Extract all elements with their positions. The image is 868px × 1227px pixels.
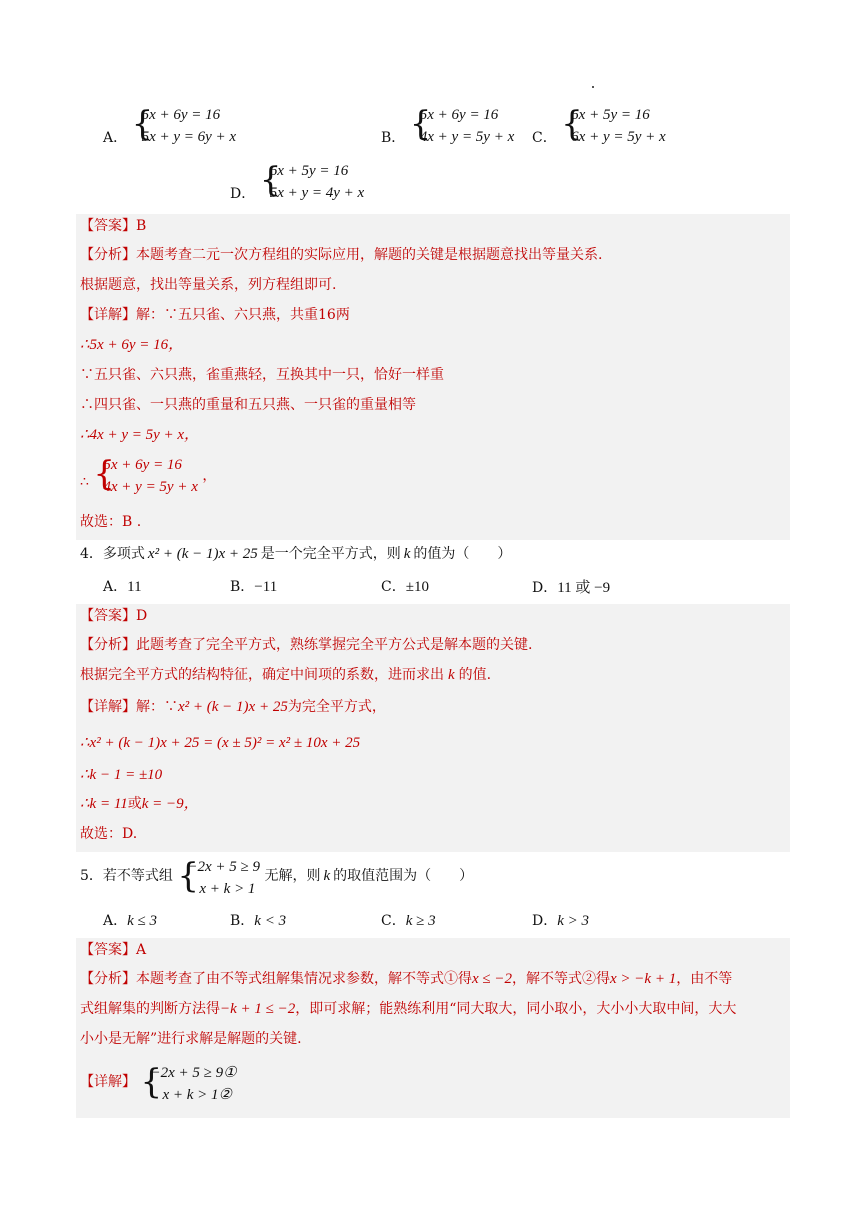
- q3-analysis: 本题考查二元一次方程组的实际应用，解题的关键是根据题意找出等量关系.: [136, 247, 603, 263]
- corner-dot: [592, 86, 594, 88]
- q5-analysis-1-a: 本题考查了由不等式组解集情况求参数，解不等式①得: [136, 971, 472, 987]
- analysis-tag: 【分析】: [80, 247, 136, 263]
- q3-solution-system: [93, 454, 198, 498]
- q4-detail-1-b: 为完全平方式，: [287, 699, 386, 715]
- q5-detail-eq1: −2x + 5 ≥ 9①: [150, 1065, 237, 1081]
- q4-option-label: C．: [381, 579, 406, 595]
- q5-option-value: k > 3: [557, 913, 590, 929]
- brace-icon: {: [93, 454, 116, 494]
- q4-stem-mid: 是一个完全平方式，则: [260, 546, 401, 562]
- q5-analysis-1-m1: x ≤ −2: [472, 971, 513, 987]
- q4-detail-4-mid: 或: [127, 796, 142, 812]
- q5-stem-system: [177, 856, 260, 900]
- answer-tag: 【答案】: [80, 942, 136, 958]
- q5-answer-line: [80, 940, 146, 960]
- q3-option-a-label: A．: [103, 130, 128, 146]
- q5-detail-system: [140, 1062, 236, 1106]
- q5-option-label: C．: [381, 913, 406, 929]
- q3-detail-2: ∴5x + 6y = 16，: [80, 337, 184, 353]
- q5-answer: A: [136, 942, 147, 958]
- q3-option-d-system: [260, 160, 365, 204]
- q3-sys-eq1: 5x + 6y = 16: [103, 457, 182, 473]
- q4-stem-prefix: 4．多项式: [80, 546, 145, 562]
- q3-option-d-eq1: 6x + 5y = 16: [269, 163, 349, 179]
- q3-option-c-system: [561, 104, 666, 148]
- q4-option-label: A．: [103, 579, 128, 595]
- q5-stem-suffix: 的取值范围为（ ）: [333, 868, 474, 884]
- q5-analysis-line-1: [80, 969, 732, 989]
- q3-analysis-2: 根据题意，找出等量关系，列方程组即可.: [80, 277, 337, 293]
- q3-option-a-eq2: 5x + y = 6y + x: [141, 129, 237, 145]
- q4-detail-1-a: 解：∵: [136, 699, 178, 715]
- q5-option-c[interactable]: [381, 910, 436, 930]
- q4-option-c[interactable]: [381, 576, 429, 596]
- q5-option-value: k ≤ 3: [127, 913, 158, 929]
- q3-option-c-label: C．: [532, 130, 557, 146]
- q4-option-label: B．: [230, 579, 255, 595]
- q3-detail-line: [80, 305, 350, 325]
- q4-option-value: 11 或 −9: [557, 580, 611, 596]
- q4-detail-2: ∴x² + (k − 1)x + 25 = (x ± 5)² = x² ± 10x + 25: [80, 735, 361, 751]
- q5-stem: [80, 856, 473, 900]
- brace-icon: {: [561, 104, 583, 144]
- q5-option-d[interactable]: [532, 910, 589, 930]
- q5-stem-prefix: 5．若不等式组: [80, 868, 173, 884]
- q3-option-d-eq2: 5x + y = 4y + x: [269, 185, 365, 201]
- q5-analysis-line-3: 小小是无解”进行求解是解题的关键.: [80, 1031, 302, 1047]
- q5-detail-line: [80, 1062, 237, 1106]
- q4-detail-4-a: ∴k = 11: [80, 796, 128, 812]
- q5-analysis-1-c: ，由不等: [676, 971, 733, 987]
- q3-answer: B: [136, 218, 147, 234]
- q3-analysis-line: [80, 245, 602, 265]
- q5-stem-mid: 无解，则: [264, 868, 321, 884]
- brace-icon: {: [140, 1062, 163, 1102]
- q5-analysis-2-m: −k + 1 ≤ −2: [220, 1001, 296, 1017]
- q4-option-d[interactable]: [532, 576, 610, 597]
- q4-option-value: ±10: [405, 579, 429, 595]
- q4-stem-var: k: [403, 546, 411, 562]
- q5-solution-panel: [76, 938, 790, 1118]
- q3-option-c-eq1: 6x + 5y = 16: [571, 107, 650, 123]
- q4-analysis-2-b: 的值.: [458, 667, 492, 683]
- q4-stem: [80, 543, 511, 565]
- q4-conclusion: 故选：D.: [80, 826, 138, 842]
- detail-tag: 【详解】: [80, 307, 136, 323]
- q4-option-label: D．: [532, 580, 558, 596]
- q4-analysis: 此题考查了完全平方式，熟练掌握完全平方公式是解本题的关键.: [136, 637, 533, 653]
- therefore-symbol: ∴: [80, 474, 89, 490]
- q3-detail-3: ∵五只雀、六只燕，雀重燕轻，互换其中一只，恰好一样重: [80, 367, 444, 383]
- q4-option-value: −11: [254, 579, 278, 595]
- q5-sys-eq2: x + k > 1: [199, 881, 256, 897]
- q4-option-a[interactable]: [103, 576, 142, 596]
- q4-detail-4-b: k = −9，: [141, 796, 199, 812]
- q4-analysis-2-var: k: [448, 667, 455, 683]
- detail-tag: 【详解】: [80, 1074, 136, 1090]
- q3-option-d-label: D．: [230, 186, 256, 202]
- q4-stem-suffix: 的值为（ ）: [413, 546, 512, 562]
- q5-detail-eq2: x + k > 1②: [162, 1087, 232, 1103]
- q3-option-b-label: B．: [381, 130, 406, 146]
- q5-analysis-2-b: ，即可求解；能熟练利用“同大取大，同小取小，大小小大取中间，大大: [295, 1001, 737, 1017]
- q5-option-label: A．: [103, 913, 128, 929]
- q3-option-a-eq1: 5x + 6y = 16: [141, 107, 221, 123]
- q3-option-b-eq2: 4x + y = 5y + x: [419, 129, 515, 145]
- comma: ，: [202, 468, 217, 484]
- brace-icon: {: [409, 104, 432, 144]
- q5-sys-eq1: −2x + 5 ≥ 9: [187, 859, 261, 875]
- q5-option-label: D．: [532, 913, 558, 929]
- brace-icon: {: [131, 104, 154, 144]
- answer-tag: 【答案】: [80, 608, 136, 624]
- q5-analysis-line-2: [80, 999, 736, 1019]
- analysis-tag: 【分析】: [80, 971, 136, 987]
- q4-option-value: 11: [127, 579, 142, 595]
- q3-option-d[interactable]: [230, 160, 364, 204]
- q4-detail-line: [80, 697, 386, 717]
- q3-option-a-system: [132, 104, 237, 148]
- q4-answer-line: [80, 606, 147, 626]
- q3-option-c-eq2: 6x + y = 5y + x: [571, 129, 666, 145]
- q4-detail-4: [80, 794, 199, 814]
- q4-analysis-line: [80, 635, 532, 655]
- q3-detail-5: ∴4x + y = 5y + x，: [80, 427, 200, 443]
- q3-detail-1: 解：∵五只雀、六只燕，共重16两: [136, 307, 350, 323]
- q3-conclusion: 故选：B .: [80, 514, 142, 530]
- q3-sys-eq2: 4x + y = 5y + x: [103, 479, 198, 495]
- q4-solution-panel: [76, 604, 790, 852]
- q4-analysis-2-a: 根据完全平方式的结构特征，确定中间项的系数，进而求出: [80, 667, 444, 683]
- q3-option-b-eq1: 5x + 6y = 16: [419, 107, 499, 123]
- q5-stem-var: k: [323, 868, 331, 884]
- analysis-tag: 【分析】: [80, 637, 136, 653]
- q5-analysis-1-m2: x > −k + 1: [610, 971, 677, 987]
- q3-option-b[interactable]: [381, 104, 514, 148]
- q5-option-value: k < 3: [254, 913, 287, 929]
- q3-option-b-system: [410, 104, 515, 148]
- q3-detail-4: ∴四只雀、一只燕的重量和五只燕、一只雀的重量相等: [80, 397, 416, 413]
- brace-icon: {: [259, 160, 282, 200]
- answer-tag: 【答案】: [80, 218, 136, 234]
- q4-option-b[interactable]: [230, 576, 277, 596]
- q3-answer-line: [80, 216, 146, 236]
- q4-answer: D: [136, 608, 148, 624]
- brace-icon: {: [177, 856, 200, 896]
- q4-analysis-2: [80, 665, 491, 685]
- q4-detail-3: ∴k − 1 = ±10: [80, 767, 163, 783]
- detail-tag: 【详解】: [80, 699, 136, 715]
- q3-option-a[interactable]: [103, 104, 236, 148]
- q3-solution-panel: [76, 214, 790, 540]
- q5-analysis-1-b: ，解不等式②得: [512, 971, 611, 987]
- q5-option-b[interactable]: [230, 910, 286, 930]
- q5-option-a[interactable]: [103, 910, 157, 930]
- q4-detail-1-expr: x² + (k − 1)x + 25: [178, 699, 288, 715]
- q5-option-label: B．: [230, 913, 255, 929]
- q4-stem-expr: x² + (k − 1)x + 25: [147, 546, 258, 562]
- q5-analysis-2-a: 式组解集的判断方法得: [80, 1001, 220, 1017]
- q3-option-c[interactable]: [532, 104, 666, 148]
- q3-detail-6: [80, 454, 216, 498]
- q5-option-value: k ≥ 3: [405, 913, 436, 929]
